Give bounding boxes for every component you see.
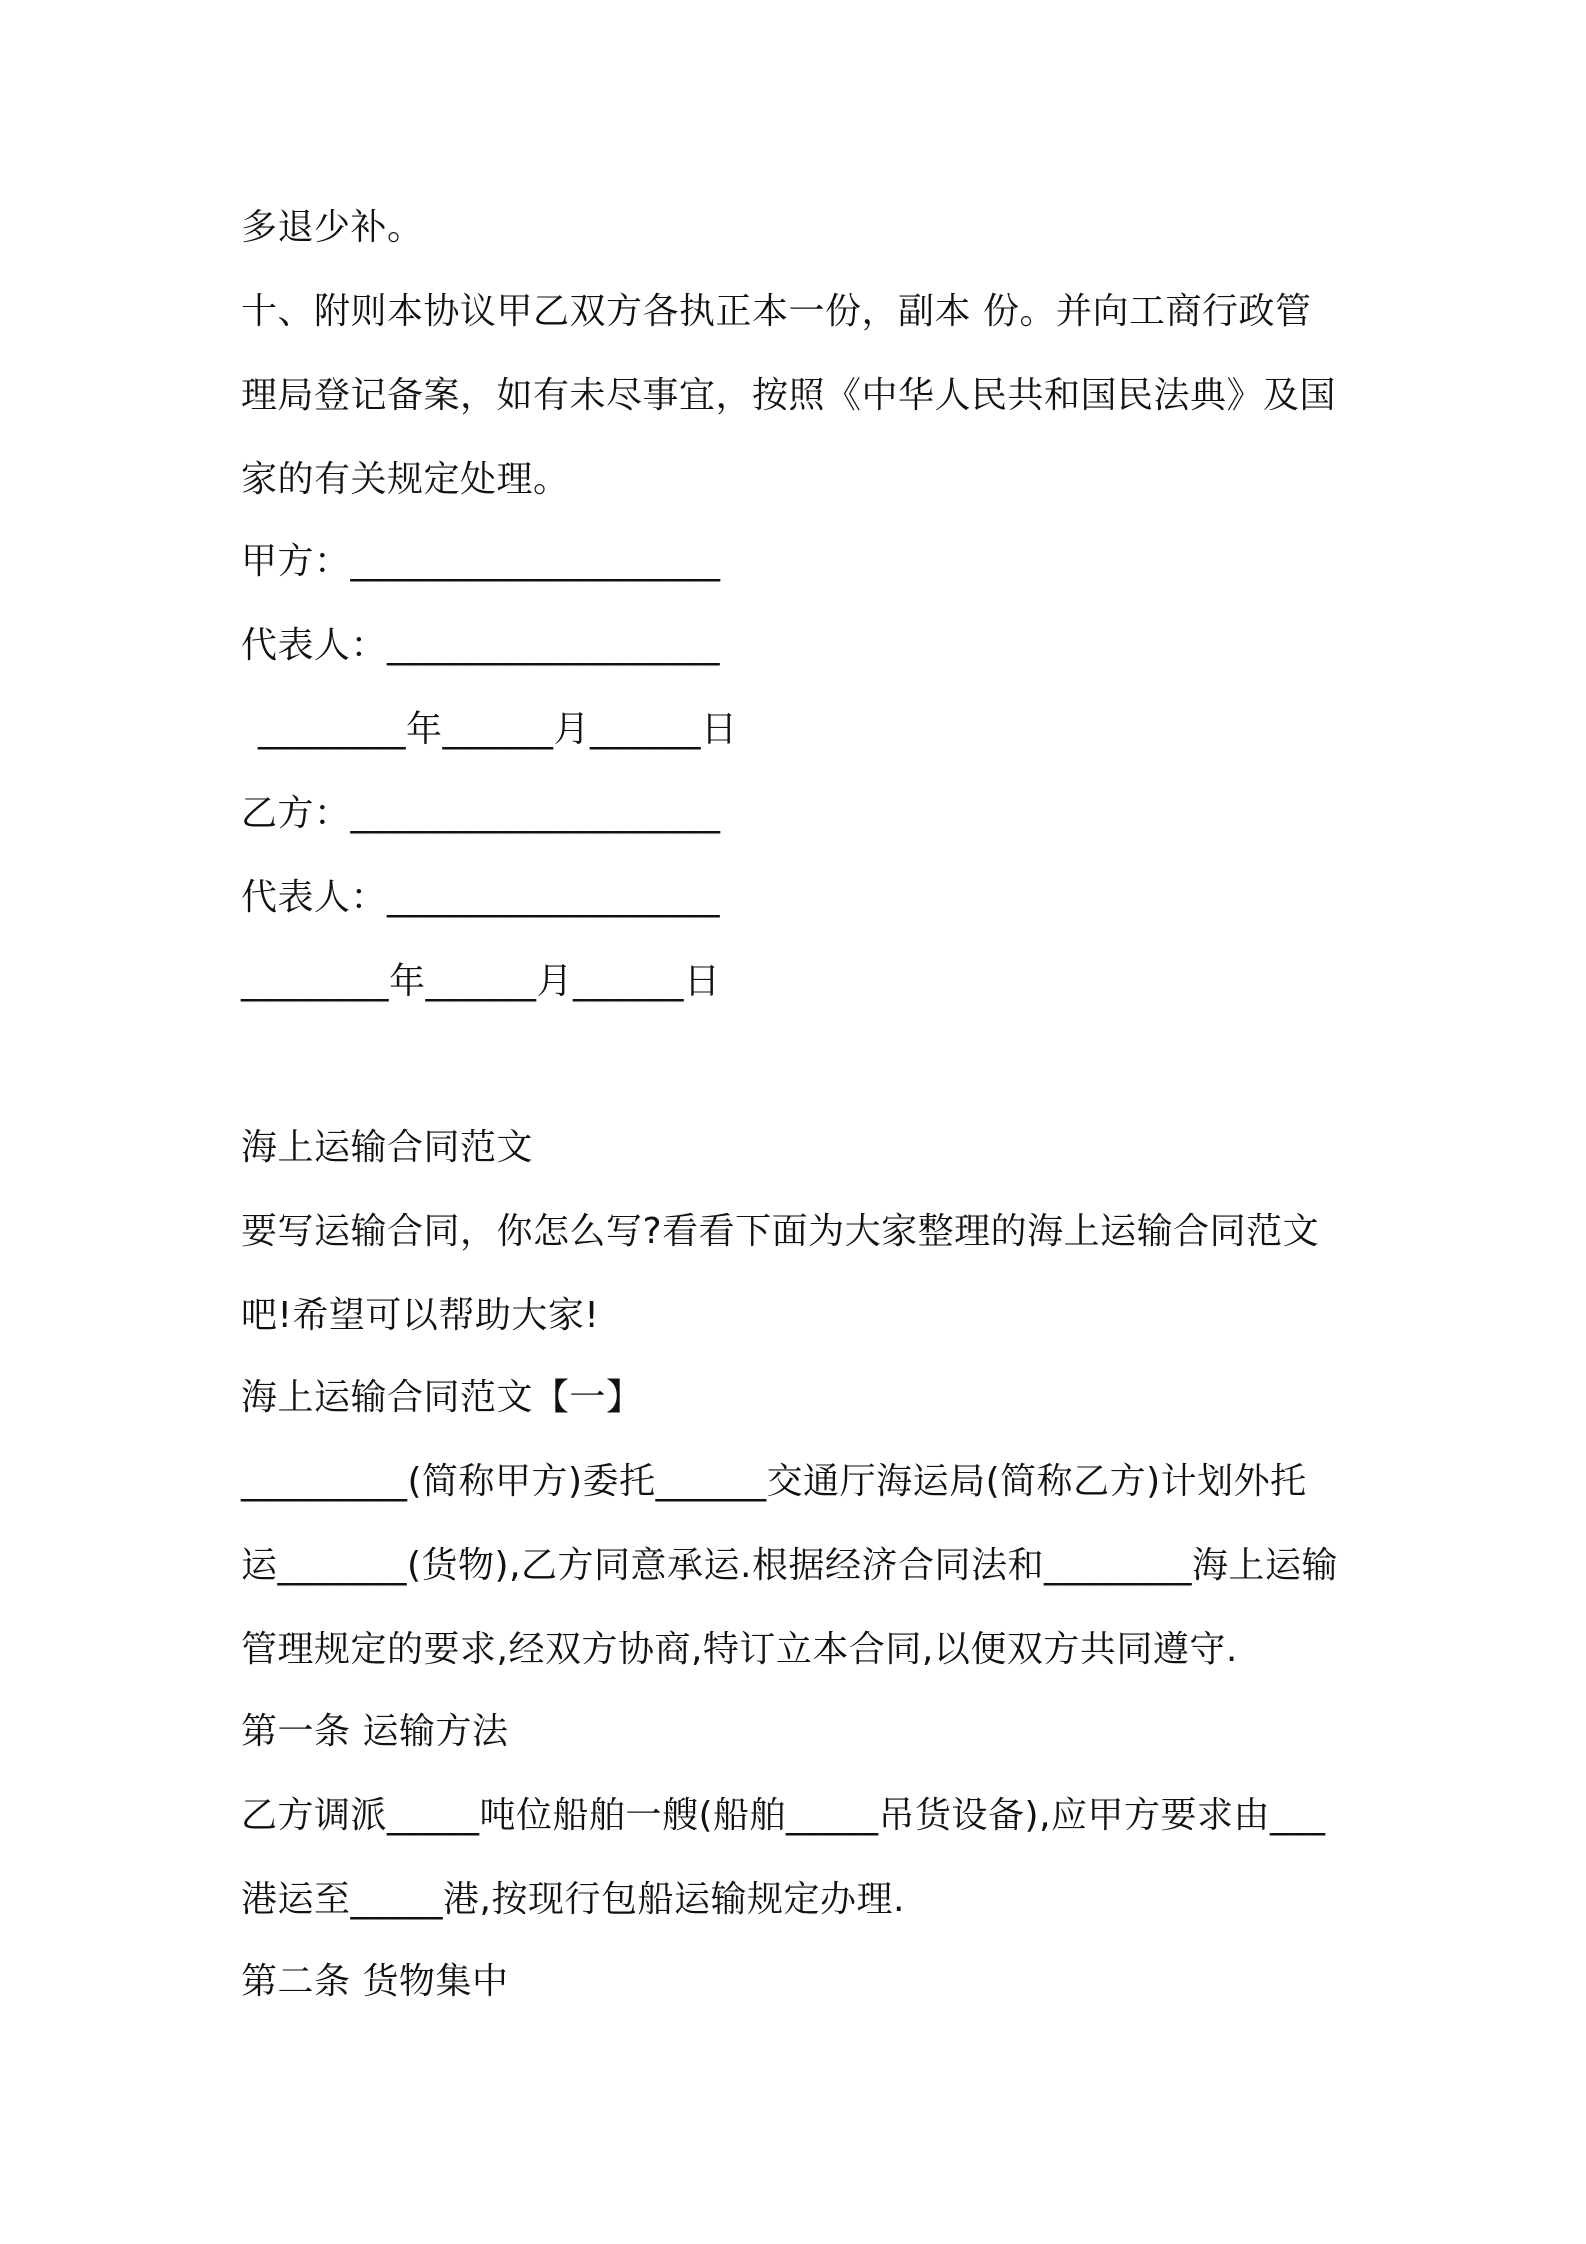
signature-line-party-b: 乙方：____________________ (241, 793, 721, 834)
signature-line-representative-a: 代表人：__________________ (241, 625, 721, 666)
text-line: 港运至_____港,按现行包船运输规定办理. (241, 1879, 905, 1920)
date-line-b: ________年______月______日 (241, 961, 721, 1002)
date-line-a: ________年______月______日 (258, 709, 738, 750)
text-line: 多退少补。 (241, 207, 424, 248)
article-heading: 第一条 运输方法 (241, 1711, 509, 1752)
text-line: 管理规定的要求,经双方协商,特订立本合同,以便双方共同遵守. (241, 1629, 1238, 1670)
text-line: 吧!希望可以帮助大家! (241, 1295, 600, 1336)
text-line: 乙方调派_____吨位船舶一艘(船舶_____吊货设备),应甲方要求由___ (241, 1795, 1326, 1836)
text-line: 要写运输合同，你怎么写?看看下面为大家整理的海上运输合同范文 (241, 1211, 1320, 1252)
text-line: 家的有关规定处理。 (241, 459, 570, 500)
text-line: 理局登记备案，如有未尽事宜，按照《中华人民共和国民法典》及国 (241, 375, 1337, 416)
text-line: _________(简称甲方)委托______交通厅海运局(简称乙方)计划外托 (241, 1461, 1307, 1502)
article-heading: 第二条 货物集中 (241, 1961, 509, 2002)
sample-heading: 海上运输合同范文【一】 (241, 1377, 643, 1418)
signature-line-representative-b: 代表人：__________________ (241, 877, 721, 918)
section-title: 海上运输合同范文 (241, 1127, 534, 1168)
text-line: 运_______(货物),乙方同意承运.根据经济合同法和________海上运输 (241, 1545, 1338, 1586)
text-line: 十、附则本协议甲乙双方各执正本一份，副本 份。并向工商行政管 (241, 291, 1312, 332)
signature-line-party-a: 甲方：____________________ (241, 541, 721, 582)
